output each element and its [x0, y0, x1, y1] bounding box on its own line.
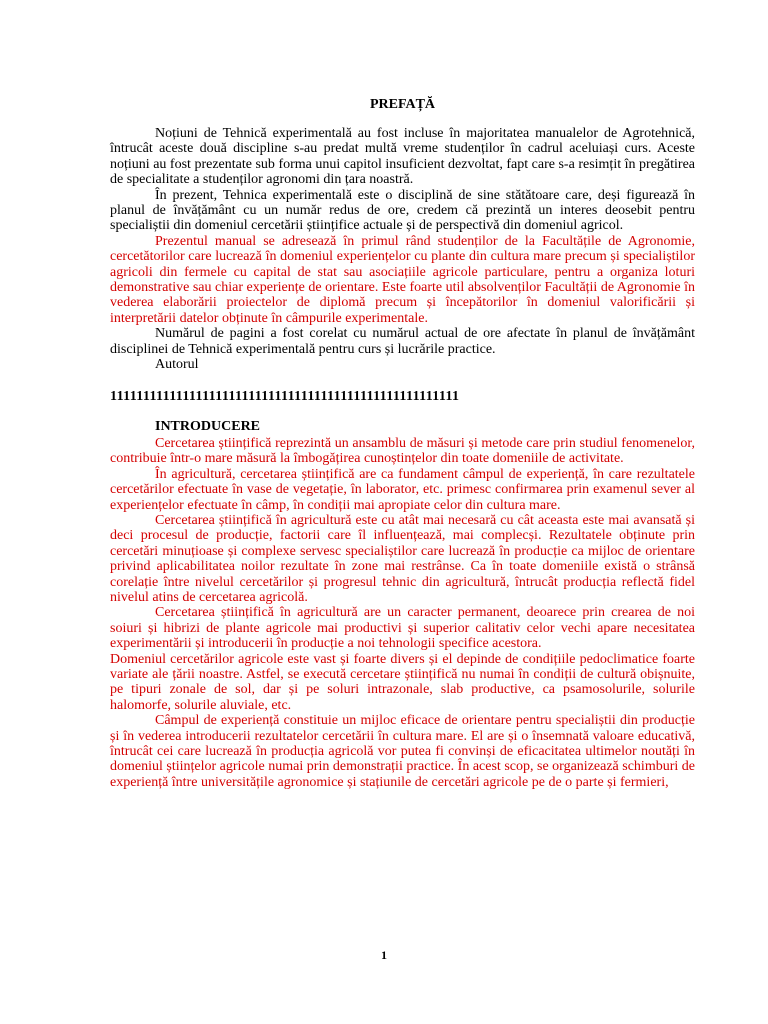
introduction-paragraph-4: Cercetarea științifică în agricultură are un caracter permanent, deoarece prin crearea de noi soiuri și hibrizi de plante agricole mai productivi și superior calitativ celor vechi apare necesitatea experimentării și introducerii în producție a noi tehnologii specifice acestora.: [110, 605, 695, 652]
preface-author: Autorul: [155, 357, 199, 373]
preface-paragraph-2: În prezent, Tehnica experimentală este o disciplină de sine stătătoare care, deși figurează în planul de învățământ cu un număr redus de ore, credem că prezintă un interes deosebit pentru specialiștii din domeniul cercetării științifice actuale și de perspectivă din domeniul agricol.: [110, 187, 695, 234]
page-number: 1: [381, 948, 387, 962]
introduction-paragraph-6: Câmpul de experiență constituie un mijloc eficace de orientare pentru specialiștii din producție și în vederea introducerii rezultatelor cercetării în cultura mare. El are și o însemnată valoare educativă, întrucât cei care lucrează în producția agricolă vor putea fi convinși de eficacitatea ultimelor noutăți în domeniul științelor agricole numai prin demonstrații practice. În acest scop, se organizează schimburi de experiență între universitățile agronomice și stațiunile de cercetări agricole pe de o parte și fermieri,: [110, 713, 695, 790]
introduction-paragraph-1: Cercetarea științifică reprezintă un ansamblu de măsuri și metode care prin studiul fenomenelor, contribuie într-o mare măsură la îmbogățirea cunoștințelor din toate domeniile de activitate.: [110, 435, 695, 467]
page-content: [110, 97, 695, 790]
introduction-paragraph-5: Domeniul cercetărilor agricole este vast și foarte divers și el depinde de condițiile pedoclimatice foarte variate ale țării noastre. Astfel, se execută cercetare științifică nu numai în condiții de cultură obișnuite, pe tipuri zonale de sol, dar și pe soluri intrazonale, slab productive, ca psamosolurile, solurile halomorfe, solurile aluviale, etc.: [110, 651, 695, 713]
preface-paragraph-4: Numărul de pagini a fost corelat cu numărul actual de ore afectate în planul de învățământ disciplinei de Tehnică experimentală pentru curs și lucrările practice.: [110, 326, 695, 357]
introduction-paragraph-3: Cercetarea științifică în agricultură este cu atât mai necesară cu cât aceasta este mai avansată și deci procesul de producție, factorii care îl influențează, mai complecși. Rezultatele obținute prin cercetări minuțioase și complexe servesc specialiștilor care lucrează în producție ca mijloc de orientare privind aplicabilitatea noilor rezultate în zone mai restrânse. Ca în toate domeniile există o strânsă corelație între nivelul cercetărilor și progresul tehnic din agricultură, întrucât producția reflectă fidel nivelul atins de cercetarea agricolă.: [110, 512, 695, 605]
introduction-heading: INTRODUCERE: [155, 418, 261, 434]
preface-paragraph-1: Noțiuni de Tehnică experimentală au fost incluse în majoritatea manualelor de Agrotehnică, întrucât aceste două discipline s-au predat multă vreme studenților în cadrul aceluiași curs. Aceste noțiuni au fost prezentate sub forma unui capitol insuficient dezvoltat, fapt care s-a resimțit în pregătirea de specialitate a studenților agronomi din țara noastră.: [110, 126, 695, 188]
preface-title: PREFAȚĂ: [369, 97, 436, 112]
introduction-paragraph-2: În agricultură, cercetarea științifică are ca fundament câmpul de experiență, în care rezultatele cercetărilor efectuate în vase de vegetație, în laborator, etc. primesc confirmarea prin examenul sever al experiențelor efectuate în câmp, în condiții mai apropiate celor din cultura mare.: [110, 466, 695, 513]
preface-paragraph-3: Prezentul manual se adresează în primul rând studenților de la Facultățile de Agronomie, cercetătorilor care lucrează în domeniul experiențelor cu plante din cultura mare precum și specialiștilor agricoli din fermele cu capital de stat sau asociațiile agricole particulare, pentru a organiza loturi demonstrative sau chiar experiențe de orientare. Este foarte util absolvenților Facultății de Agronomie în vederea elaborării proiectelor de diplomă precum și începătorilor în domeniul valorificării și interpretării datelor obținute în câmpurile experimentale.: [110, 233, 695, 326]
separator-line: 11111111111111111111111111111111111111111111111111111: [110, 388, 460, 404]
